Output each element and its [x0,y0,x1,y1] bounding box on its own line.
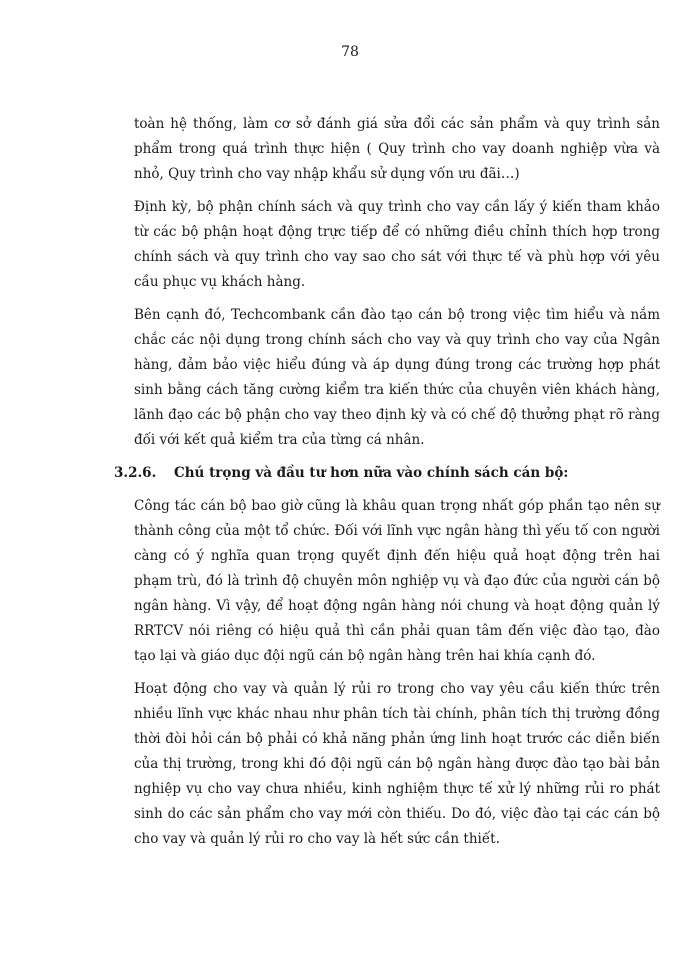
paragraph: Hoạt động cho vay và quản lý rủi ro trong cho vay yêu cầu kiến thức trên nhiều lĩnh vực khác nhau như phân tích tài chính, phân tích thị trường đồng thời đòi hỏi cán bộ phải có khả năng phản ứng linh hoạt trước các diễn biến của thị trường, trong khi đó đội ngũ cán bộ ngân hàng được đào tạo bài bản nghiệp vụ cho vay chưa nhiều, kinh nghiệm thực tế xử lý những rủi ro phát sinh do các sản phẩm cho vay mới còn thiếu. Do đó, việc đào tại các cán bộ cho vay và quản lý rủi ro cho vay là hết sức cần thiết. [134,681,660,847]
paragraph: Công tác cán bộ bao giờ cũng là khâu quan trọng nhất góp phần tạo nên sự thành công của một tổ chức. Đối với lĩnh vực ngân hàng thì yếu tố con người càng có ý nghĩa quan trọng quyết định đến hiệu quả hoạt động trên hai phạm trù, đó là trình độ chuyên môn nghiệp vụ và đạo đức của người cán bộ ngân hàng. Vì vậy, để hoạt động ngân hàng nói chung và hoạt động quản lý RRTCV nói riêng có hiệu quả thì cần phải quan tâm đến việc đào tạo, đào tạo lại và giáo dục đội ngũ cán bộ ngân hàng trên hai khía cạnh đó. [134,498,660,664]
paragraph: Định kỳ, bộ phận chính sách và quy trình cho vay cần lấy ý kiến tham khảo từ các bộ phận hoạt động trực tiếp để có những điều chỉnh thích hợp trong chính sách và quy trình cho vay sao cho sát với thực tế và phù hợp với yêu cầu phục vụ khách hàng. [134,199,660,290]
paragraph: toàn hệ thống, làm cơ sở đánh giá sửa đổi các sản phẩm và quy trình sản phẩm trong quá trình thực hiện ( Quy trình cho vay doanh nghiệp vừa và nhỏ, Quy trình cho vay nhập khẩu sử dụng vốn ưu đãi…) [134,116,660,182]
section-heading [114,461,660,486]
section-number: 3.2.6. [114,465,157,481]
page-number: 78 [341,44,359,60]
document-body [114,112,660,860]
section-title: Chú trọng và đầu tư hơn nữa vào chính sách cán bộ: [174,465,569,481]
paragraph: Bên cạnh đó, Techcombank cần đào tạo cán bộ trong việc tìm hiểu và nắm chắc các nội dụng trong chính sách cho vay và quy trình cho vay của Ngân hàng, đảm bảo việc hiểu đúng và áp dụng đúng trong các trường hợp phát sinh bằng cách tăng cường kiểm tra kiến thức của chuyên viên khách hàng, lãnh đạo các bộ phận cho vay theo định kỳ và có chế độ thưởng phạt rõ ràng đối với kết quả kiểm tra của từng cá nhân. [134,307,660,448]
